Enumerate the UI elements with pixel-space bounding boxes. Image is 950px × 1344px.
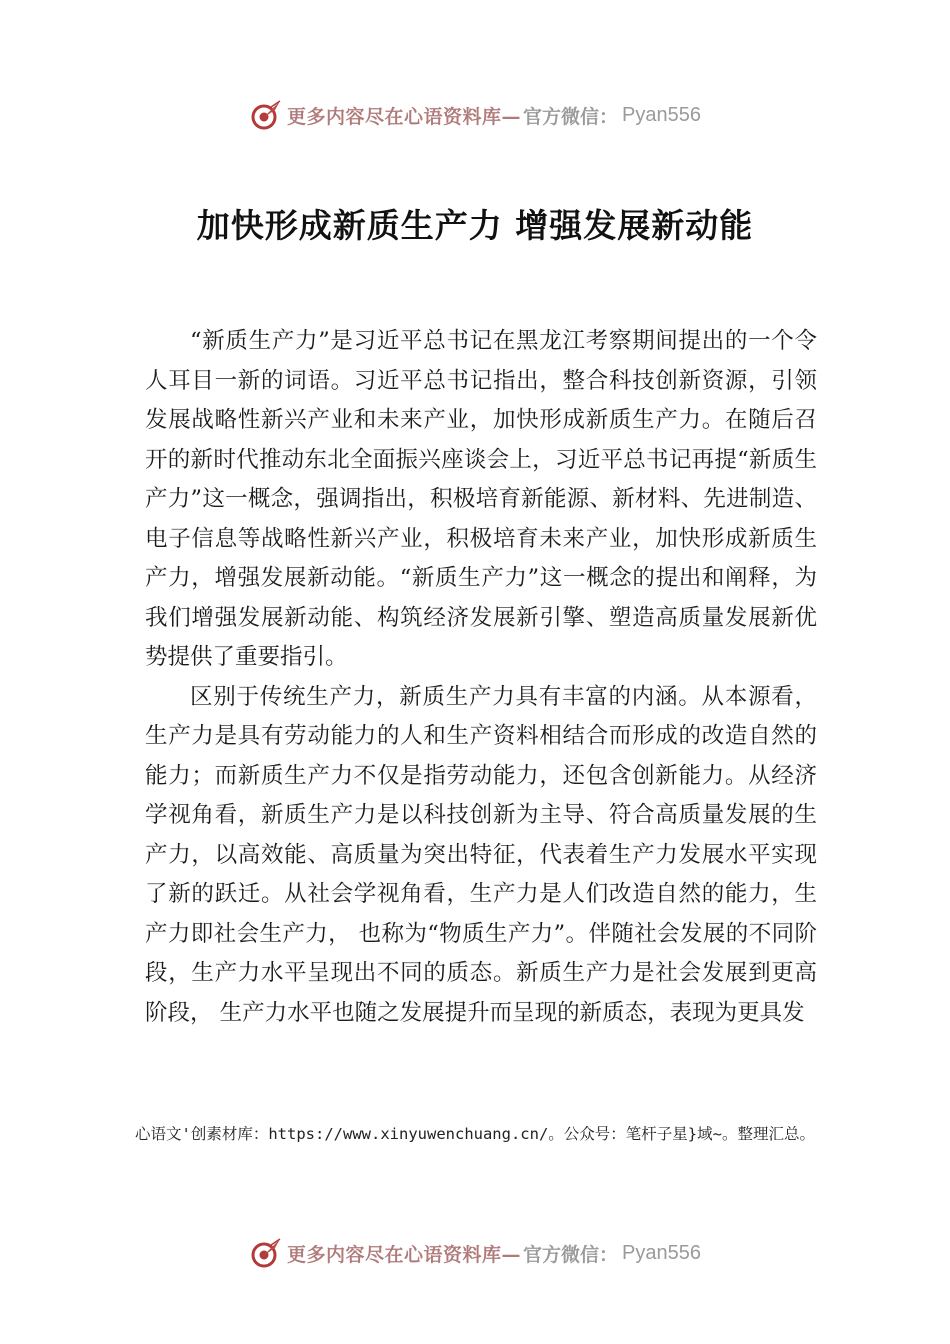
paragraph: 区别于传统生产力，新质生产力具有丰富的内涵。从本源看，生产力是具有劳动能力的人和生产资料相结合而形成的改造自然的能力；而新质生产力不仅是指劳动能力，还包含创新能力。从经济学视角看，新质生产力是以科技创新为主导、符合高质量发展的生产力，以高效能、高质量为突出特征，代表着生产力发展水平实现了新的跃迁。从社会学视角看，生产力是人们改造自然的能力，生产力即社会生产力， 也称为“物质生产力”。伴随社会发展的不同阶段，生产力水平呈现出不同的质态。新质生产力是社会发展到更高阶段， 生产力水平也随之发展提升而呈现的新质态，表现为更具发 xyxy=(145,683,817,1026)
source-footnote: 心语文'创素材库：https://www.xinyuwenchuang.cn/。公众号：笔杆子星}域~。整理汇总。 xyxy=(135,1125,815,1143)
banner-wechat-id: Pyan556 xyxy=(622,103,701,126)
quill-logo-icon xyxy=(249,98,283,132)
banner-text: 更多内容尽在心语资料库— xyxy=(287,1243,522,1266)
banner-wechat-id: Pyan556 xyxy=(622,1241,701,1264)
article-body xyxy=(145,322,817,1033)
banner-wechat-label: 官方微信： xyxy=(523,1243,619,1266)
quill-logo-icon xyxy=(249,1236,283,1270)
banner-wechat-label: 官方微信： xyxy=(523,105,619,128)
header-banner xyxy=(0,93,950,137)
footer-banner xyxy=(0,1231,950,1275)
page-title: 加快形成新质生产力 增强发展新动能 xyxy=(196,206,754,245)
paragraph: “新质生产力”是习近平总书记在黑龙江考察期间提出的一个令人耳目一新的词语。习近平总书记指出，整合科技创新资源，引领发展战略性新兴产业和未来产业，加快形成新质生产力。在随后召开的新时代推动东北全面振兴座谈会上，习近平总书记再提“新质生产力”这一概念，强调指出，积极培育新能源、新材料、先进制造、电子信息等战略性新兴产业，积极培育未来产业，加快形成新质生产力，增强发展新动能。“新质生产力”这一概念的提出和阐释，为我们增强发展新动能、构筑经济发展新引擎、塑造高质量发展新优势提供了重要指引。 xyxy=(145,328,817,670)
banner-text: 更多内容尽在心语资料库— xyxy=(287,105,522,128)
